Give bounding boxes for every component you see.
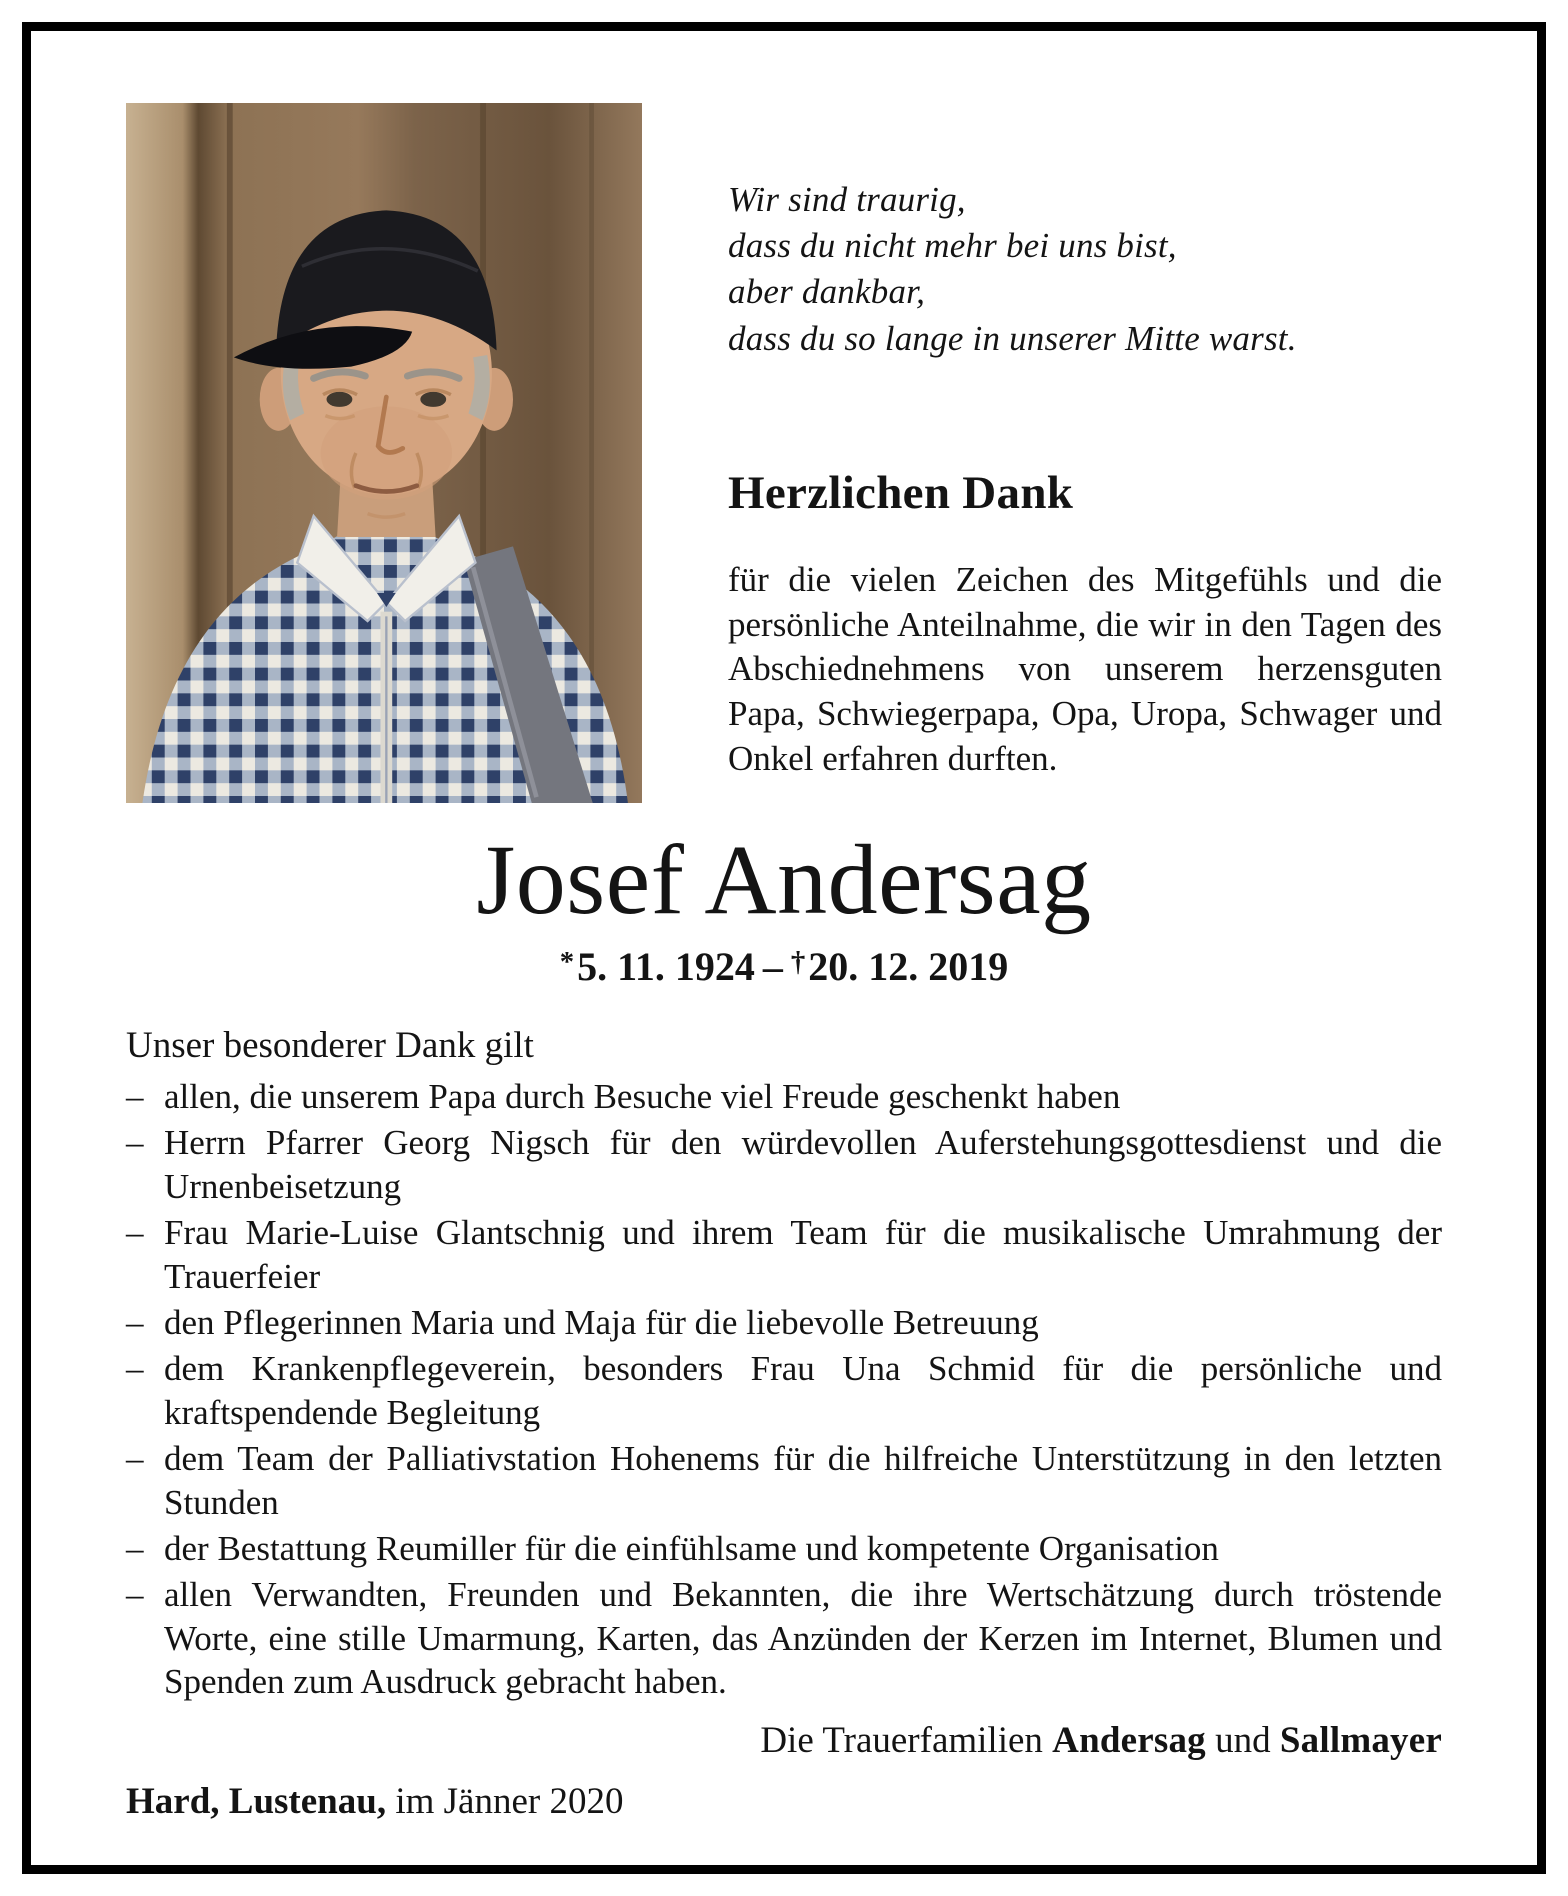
places: Hard, Lustenau, <box>126 1781 387 1823</box>
family-name-2: Sallmayer <box>1279 1720 1442 1762</box>
thanks-item-text: Frau Marie-Luise Glantschnig und ihrem Team für die musikalische Umrahmung der Trauerfeier <box>164 1213 1442 1296</box>
deceased-name: Josef Andersag <box>476 824 1092 935</box>
thanks-item-text: Herrn Pfarrer Georg Nigsch für den würdevollen Auferstehungsgottesdienst und die Urnenbeisetzung <box>164 1123 1442 1206</box>
thanks-item-text: allen Verwandten, Freunden und Bekannten, die ihre Wertschätzung durch tröstende Worte, eine stille Umarmung, Karten, das Anzünden der Kerzen im Internet, Blumen und Spenden zum Ausdruck gebracht haben. <box>164 1575 1442 1702</box>
thanks-item <box>126 1075 1442 1118</box>
thanks-paragraph: für die vielen Zeichen des Mitgefühls und die persönliche Anteilnahme, die wir in den Tagen des Abschiednehmens von unserem herzensguten Papa, Schwiegerpapa, Opa, Uropa, Schwager und Onkel erfahren durften. <box>728 559 1442 778</box>
dash-bullet: – <box>126 1123 144 1163</box>
dash-bullet: – <box>126 1349 144 1389</box>
dash-bullet: – <box>126 1439 144 1479</box>
thanks-item <box>126 1211 1442 1298</box>
thanks-item-text: dem Krankenpflegeverein, besonders Frau Una Schmid für die persönliche und kraftspendende Begleitung <box>164 1349 1442 1432</box>
quote-line: dass du so lange in unserer Mitte warst. <box>728 318 1297 358</box>
dash-bullet: – <box>126 1575 144 1615</box>
death-date: 20. 12. 2019 <box>808 944 1009 989</box>
special-thanks-intro: Unser besonderer Dank gilt <box>126 1025 534 1066</box>
thanks-item <box>126 1437 1442 1524</box>
death-symbol: † <box>790 945 806 978</box>
thanks-item-text: allen, die unserem Papa durch Besuche viel Freude geschenkt haben <box>164 1077 1121 1116</box>
memorial-quote <box>728 177 1442 362</box>
thanks-item <box>126 1347 1442 1434</box>
deceased-portrait-photo <box>126 103 642 803</box>
right-column <box>642 103 1442 803</box>
notice-date: im Jänner 2020 <box>395 1781 624 1823</box>
dash-bullet: – <box>126 1077 144 1116</box>
dash-bullet: – <box>126 1528 144 1568</box>
quote-line: Wir sind traurig, <box>728 180 966 219</box>
special-thanks-list <box>126 1075 1442 1703</box>
dates-separator: – <box>762 944 783 989</box>
family-name-1: Andersag <box>1052 1720 1206 1762</box>
thanks-heading: Herzlichen Dank <box>728 466 1074 519</box>
dash-bullet: – <box>126 1213 144 1253</box>
thanks-item <box>126 1121 1442 1208</box>
obituary-card <box>22 22 1546 1874</box>
thanks-item-text: dem Team der Palliativstation Hohenems für die hilfreiche Unterstützung in den letzten Stunden <box>164 1439 1442 1522</box>
place-date-line <box>126 1780 1442 1823</box>
thanks-item-text: der Bestattung Reumiller für die einfühlsame und kompetente Organisation <box>164 1528 1219 1568</box>
families-conjunction: und <box>1215 1720 1271 1762</box>
quote-line: aber dankbar, <box>728 272 926 312</box>
thanks-item <box>126 1573 1442 1703</box>
quote-line: dass du nicht mehr bei uns bist, <box>728 226 1177 266</box>
thanks-item <box>126 1527 1442 1570</box>
birth-date: 5. 11. 1924 <box>577 944 755 989</box>
dash-bullet: – <box>126 1302 144 1342</box>
families-prefix: Die Trauerfamilien <box>760 1720 1043 1762</box>
top-section <box>126 103 1442 803</box>
thanks-item <box>126 1301 1442 1344</box>
portrait-illustration <box>126 103 642 803</box>
birth-symbol: * <box>559 945 575 978</box>
thanks-item-text: den Pflegerinnen Maria und Maja für die liebevolle Betreuung <box>164 1302 1039 1342</box>
name-block <box>126 824 1442 990</box>
families-line <box>126 1719 1442 1762</box>
life-dates <box>126 943 1442 990</box>
